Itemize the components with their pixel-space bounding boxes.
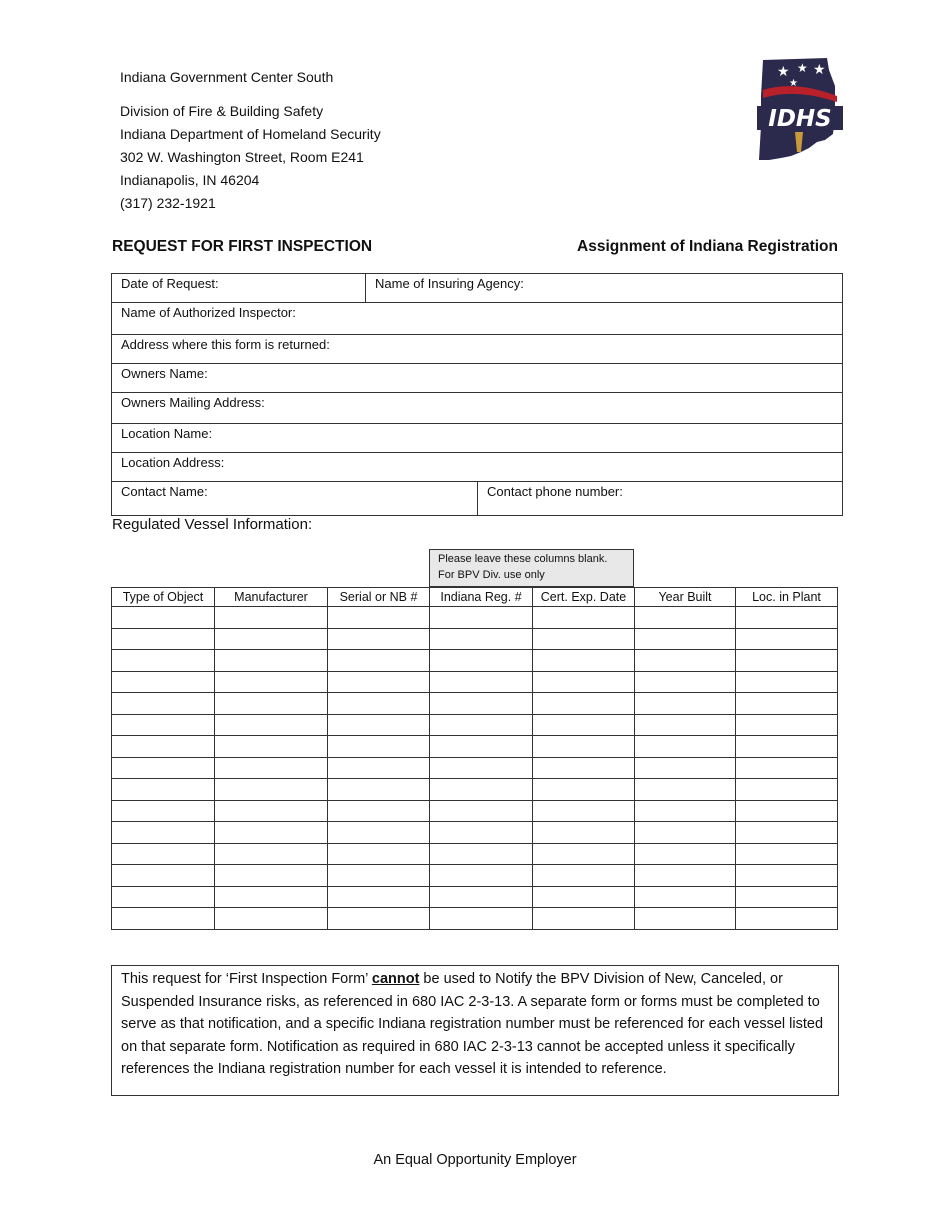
column-header-type: Type of Object xyxy=(112,588,215,607)
column-header-cert-exp: Cert. Exp. Date xyxy=(533,588,635,607)
table-cell[interactable] xyxy=(215,757,328,779)
table-cell[interactable] xyxy=(328,714,430,736)
form-row xyxy=(112,303,842,335)
table-cell[interactable] xyxy=(112,714,215,736)
table-cell[interactable] xyxy=(112,607,215,629)
location-address-field[interactable]: Location Address: xyxy=(121,455,225,470)
footer-text: An Equal Opportunity Employer xyxy=(373,1152,577,1168)
table-cell[interactable] xyxy=(736,607,838,629)
office-use-note-line: For BPV Div. use only xyxy=(438,569,545,581)
table-cell[interactable] xyxy=(215,607,328,629)
table-cell[interactable] xyxy=(328,693,430,715)
vessel-table xyxy=(111,587,838,930)
request-info-form xyxy=(111,273,843,516)
table-cell[interactable] xyxy=(635,757,736,779)
table-row xyxy=(112,628,838,650)
table-cell[interactable] xyxy=(533,908,635,930)
table-cell[interactable] xyxy=(328,650,430,672)
table-cell[interactable] xyxy=(112,779,215,801)
table-cell[interactable] xyxy=(430,607,533,629)
star-icon: ★ xyxy=(789,78,798,89)
table-cell[interactable] xyxy=(635,886,736,908)
table-row xyxy=(112,607,838,629)
table-row xyxy=(112,865,838,887)
address-line: (317) 232-1921 xyxy=(120,195,216,211)
table-cell[interactable] xyxy=(112,908,215,930)
notice-emphasis: cannot xyxy=(371,971,420,987)
agency-address xyxy=(120,100,381,215)
form-row xyxy=(112,453,842,482)
form-title: REQUEST FOR FIRST INSPECTION xyxy=(112,238,373,255)
table-cell[interactable] xyxy=(736,628,838,650)
table-row xyxy=(112,714,838,736)
table-cell[interactable] xyxy=(328,800,430,822)
address-line: Indiana Department of Homeland Security xyxy=(120,126,381,142)
table-cell[interactable] xyxy=(533,607,635,629)
table-cell[interactable] xyxy=(215,843,328,865)
vessel-table-header xyxy=(112,588,838,607)
table-cell[interactable] xyxy=(112,800,215,822)
table-row xyxy=(112,671,838,693)
form-row xyxy=(112,393,842,424)
table-cell[interactable] xyxy=(215,714,328,736)
table-cell[interactable] xyxy=(430,714,533,736)
table-cell[interactable] xyxy=(635,865,736,887)
form-row xyxy=(112,364,842,393)
table-row xyxy=(112,886,838,908)
table-cell[interactable] xyxy=(635,714,736,736)
table-cell[interactable] xyxy=(635,628,736,650)
table-cell[interactable] xyxy=(736,736,838,758)
column-header-manufacturer: Manufacturer xyxy=(215,588,328,607)
table-cell[interactable] xyxy=(328,671,430,693)
table-cell[interactable] xyxy=(328,607,430,629)
table-cell[interactable] xyxy=(215,650,328,672)
table-cell[interactable] xyxy=(215,865,328,887)
table-cell[interactable] xyxy=(533,693,635,715)
table-cell[interactable] xyxy=(635,908,736,930)
table-cell[interactable] xyxy=(112,822,215,844)
insuring-agency-field[interactable]: Name of Insuring Agency: xyxy=(365,274,842,302)
table-cell[interactable] xyxy=(215,693,328,715)
table-cell[interactable] xyxy=(635,736,736,758)
table-cell[interactable] xyxy=(635,650,736,672)
table-cell[interactable] xyxy=(215,736,328,758)
table-row xyxy=(112,800,838,822)
table-cell[interactable] xyxy=(112,843,215,865)
office-use-note xyxy=(429,549,634,587)
table-cell[interactable] xyxy=(112,628,215,650)
table-cell[interactable] xyxy=(215,908,328,930)
table-cell[interactable] xyxy=(215,800,328,822)
table-row xyxy=(112,757,838,779)
table-cell[interactable] xyxy=(112,886,215,908)
table-cell[interactable] xyxy=(736,800,838,822)
table-cell[interactable] xyxy=(215,779,328,801)
table-cell[interactable] xyxy=(112,693,215,715)
logo-text: IDHS xyxy=(768,106,832,132)
address-line: Indianapolis, IN 46204 xyxy=(120,172,260,188)
star-icon: ★ xyxy=(813,62,826,78)
table-row xyxy=(112,843,838,865)
table-cell[interactable] xyxy=(215,671,328,693)
table-cell[interactable] xyxy=(533,822,635,844)
table-cell[interactable] xyxy=(533,843,635,865)
form-row xyxy=(112,335,842,364)
return-address-field[interactable]: Address where this form is returned: xyxy=(121,337,330,352)
column-header-year-built: Year Built xyxy=(635,588,736,607)
address-line: 302 W. Washington Street, Room E241 xyxy=(120,149,364,165)
column-header-serial: Serial or NB # xyxy=(328,588,430,607)
owners-mailing-address-field[interactable]: Owners Mailing Address: xyxy=(121,395,265,410)
table-cell[interactable] xyxy=(635,693,736,715)
table-cell[interactable] xyxy=(533,779,635,801)
table-cell[interactable] xyxy=(736,822,838,844)
table-cell[interactable] xyxy=(112,865,215,887)
table-cell[interactable] xyxy=(328,865,430,887)
address-line: Division of Fire & Building Safety xyxy=(120,103,324,119)
idhs-logo xyxy=(755,56,845,164)
owners-name-field[interactable]: Owners Name: xyxy=(121,366,208,381)
notice-text: be used to Notify the BPV Division of New, Canceled, or Suspended Insurance risks, as referenced in 680 IAC 2-3-13. A separate form or forms must be completed to serve as that notification, and a specific Indiana registration number must be referenced for each vessel listed on that separate form. Notification as required in 680 IAC 2-3-13 cannot be accepted unless it specifically references the Indiana registration number for each vessel it is intended to reference. xyxy=(121,971,824,1078)
table-cell[interactable] xyxy=(635,843,736,865)
office-use-note-line: Please leave these columns blank. xyxy=(438,553,608,565)
table-cell[interactable] xyxy=(328,736,430,758)
contact-phone-field[interactable]: Contact phone number: xyxy=(477,482,842,515)
form-row xyxy=(112,424,842,453)
center-name: Indiana Government Center South xyxy=(120,69,334,85)
table-cell[interactable] xyxy=(635,800,736,822)
table-cell[interactable] xyxy=(215,822,328,844)
table-cell[interactable] xyxy=(430,908,533,930)
table-cell[interactable] xyxy=(736,650,838,672)
table-cell[interactable] xyxy=(533,650,635,672)
table-cell[interactable] xyxy=(430,736,533,758)
table-row xyxy=(112,908,838,930)
table-cell[interactable] xyxy=(533,628,635,650)
table-cell[interactable] xyxy=(736,865,838,887)
table-cell[interactable] xyxy=(328,757,430,779)
table-cell[interactable] xyxy=(112,736,215,758)
table-cell[interactable] xyxy=(533,886,635,908)
table-cell[interactable] xyxy=(736,714,838,736)
table-cell[interactable] xyxy=(328,628,430,650)
form-row xyxy=(112,274,842,303)
table-cell[interactable] xyxy=(533,757,635,779)
table-cell[interactable] xyxy=(430,650,533,672)
table-cell[interactable] xyxy=(215,628,328,650)
table-cell[interactable] xyxy=(112,650,215,672)
table-row xyxy=(112,650,838,672)
table-cell[interactable] xyxy=(635,779,736,801)
table-cell[interactable] xyxy=(328,779,430,801)
table-cell[interactable] xyxy=(328,843,430,865)
table-row xyxy=(112,693,838,715)
table-row xyxy=(112,736,838,758)
star-icon: ★ xyxy=(777,64,790,80)
location-name-field[interactable]: Location Name: xyxy=(121,426,213,441)
table-cell[interactable] xyxy=(635,671,736,693)
authorized-inspector-field[interactable]: Name of Authorized Inspector: xyxy=(121,305,296,320)
table-cell[interactable] xyxy=(430,843,533,865)
table-cell[interactable] xyxy=(533,865,635,887)
table-cell[interactable] xyxy=(430,800,533,822)
table-cell[interactable] xyxy=(736,757,838,779)
form-row xyxy=(112,482,842,515)
contact-name-field[interactable]: Contact Name: xyxy=(121,484,208,499)
table-cell[interactable] xyxy=(533,671,635,693)
table-cell[interactable] xyxy=(736,693,838,715)
table-cell[interactable] xyxy=(430,628,533,650)
table-cell[interactable] xyxy=(736,908,838,930)
table-cell[interactable] xyxy=(736,779,838,801)
table-cell[interactable] xyxy=(328,886,430,908)
table-cell[interactable] xyxy=(430,671,533,693)
table-cell[interactable] xyxy=(430,886,533,908)
column-header-location: Loc. in Plant xyxy=(736,588,838,607)
date-of-request-field[interactable]: Date of Request: xyxy=(121,276,219,291)
table-row xyxy=(112,822,838,844)
table-cell[interactable] xyxy=(430,693,533,715)
notice-text: This request for ‘First Inspection Form’ xyxy=(121,971,372,987)
table-cell[interactable] xyxy=(430,757,533,779)
notice-box xyxy=(111,965,839,1096)
table-cell[interactable] xyxy=(112,671,215,693)
table-cell[interactable] xyxy=(736,671,838,693)
star-icon: ★ xyxy=(797,61,808,75)
table-cell[interactable] xyxy=(533,714,635,736)
vessel-section-heading: Regulated Vessel Information: xyxy=(112,516,313,533)
table-cell[interactable] xyxy=(635,607,736,629)
table-cell[interactable] xyxy=(328,822,430,844)
table-cell[interactable] xyxy=(736,843,838,865)
table-row xyxy=(112,779,838,801)
table-cell[interactable] xyxy=(635,822,736,844)
table-cell[interactable] xyxy=(533,736,635,758)
table-cell[interactable] xyxy=(328,908,430,930)
table-cell[interactable] xyxy=(430,865,533,887)
table-cell[interactable] xyxy=(533,800,635,822)
table-cell[interactable] xyxy=(215,886,328,908)
table-cell[interactable] xyxy=(430,779,533,801)
table-cell[interactable] xyxy=(112,757,215,779)
table-cell[interactable] xyxy=(430,822,533,844)
form-subtitle: Assignment of Indiana Registration xyxy=(577,238,838,255)
column-header-indiana-reg: Indiana Reg. # xyxy=(430,588,533,607)
table-cell[interactable] xyxy=(736,886,838,908)
